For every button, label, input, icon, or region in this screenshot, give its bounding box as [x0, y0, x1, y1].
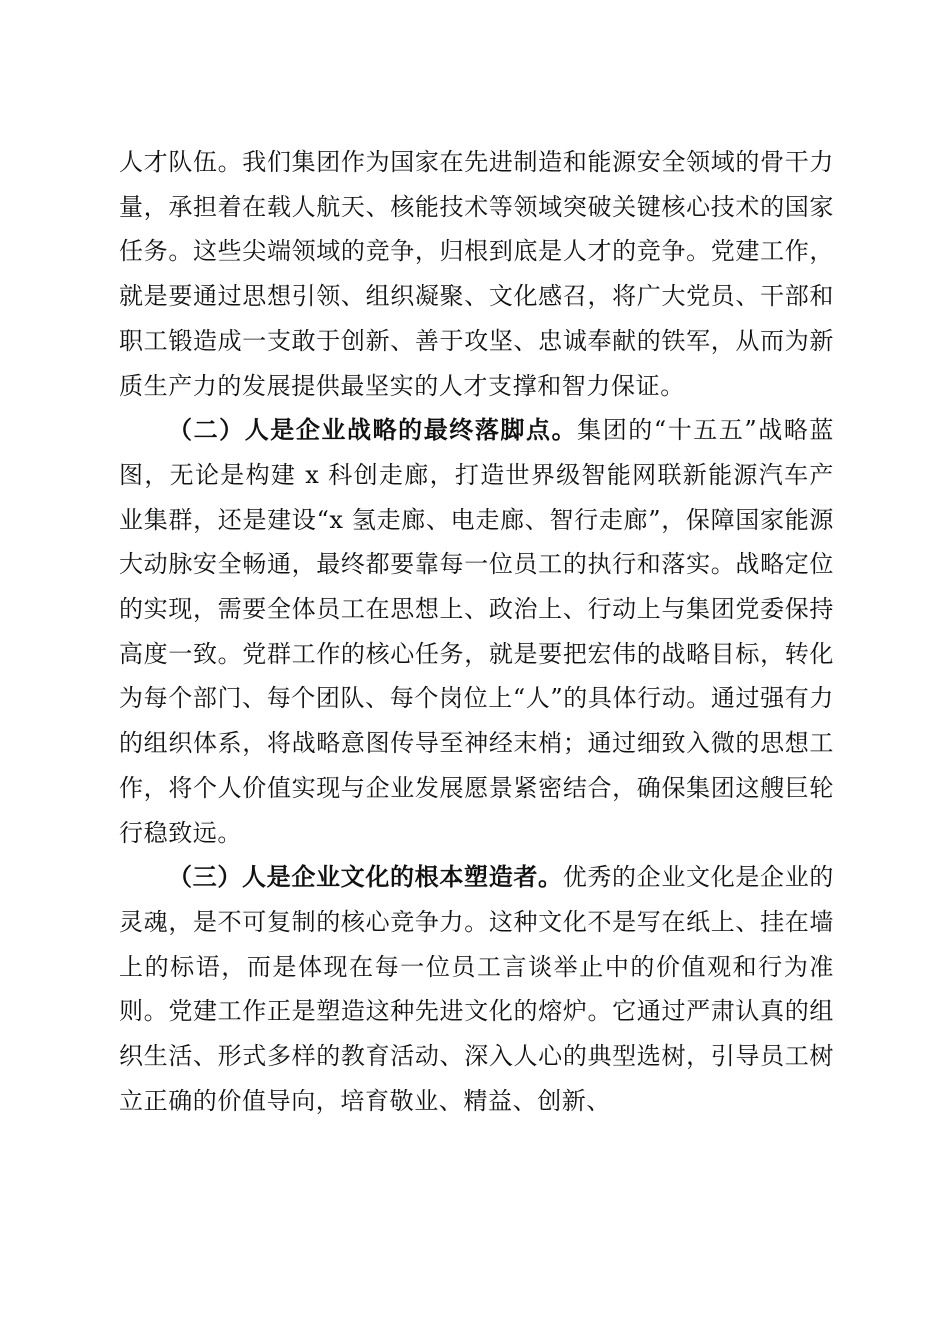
paragraph-culture	[119, 855, 834, 1123]
section-heading-culture: （三）人是企业文化的根本塑造者。	[168, 863, 563, 892]
paragraph-text: 集团的“十五五”战略蓝图，无论是构建 x 科创走廊，打造世界级智能网联新能源汽车产业集群，还是建设“x 氢走廊、电走廊、智行走廊”，保障国家能源大动脉安全畅通，最终都要靠每一位员工的执行和落实。战略定位的实现，需要全体员工在思想上、政治上、行动上与集团党委保持高度一致。党群工作的核心任务，就是要把宏伟的战略目标，转化为每个部门、每个团队、每个岗位上“人”的具体行动。通过强有力的组织体系，将战略意图传导至神经末梢；通过细致入微的思想工作，将个人价值实现与企业发展愿景紧密结合，确保集团这艘巨轮行稳致远。	[119, 416, 834, 847]
paragraph-text: 优秀的企业文化是企业的灵魂，是不可复制的核心竞争力。这种文化不是写在纸上、挂在墙上的标语，而是体现在每一位员工言谈举止中的价值观和行为准则。党建工作正是塑造这种先进文化的熔炉。它通过严肃认真的组织生活、形式多样的教育活动、深入人心的典型选树，引导员工树立正确的价值导向，培育敬业、精益、创新、	[119, 863, 834, 1115]
paragraph-strategy	[119, 408, 834, 855]
paragraph-talent-team	[119, 140, 834, 408]
document-body	[119, 140, 834, 1123]
section-heading-strategy: （二）人是企业战略的最终落脚点。	[168, 416, 578, 445]
paragraph-text: 人才队伍。我们集团作为国家在先进制造和能源安全领域的骨干力量，承担着在载人航天、核能技术等领域突破关键核心技术的国家任务。这些尖端领域的竞争，归根到底是人才的竞争。党建工作，就是要通过思想引领、组织凝聚、文化感召，将广大党员、干部和职工锻造成一支敢于创新、善于攻坚、忠诚奉献的铁军，从而为新质生产力的发展提供最坚实的人才支撑和智力保证。	[119, 148, 834, 400]
